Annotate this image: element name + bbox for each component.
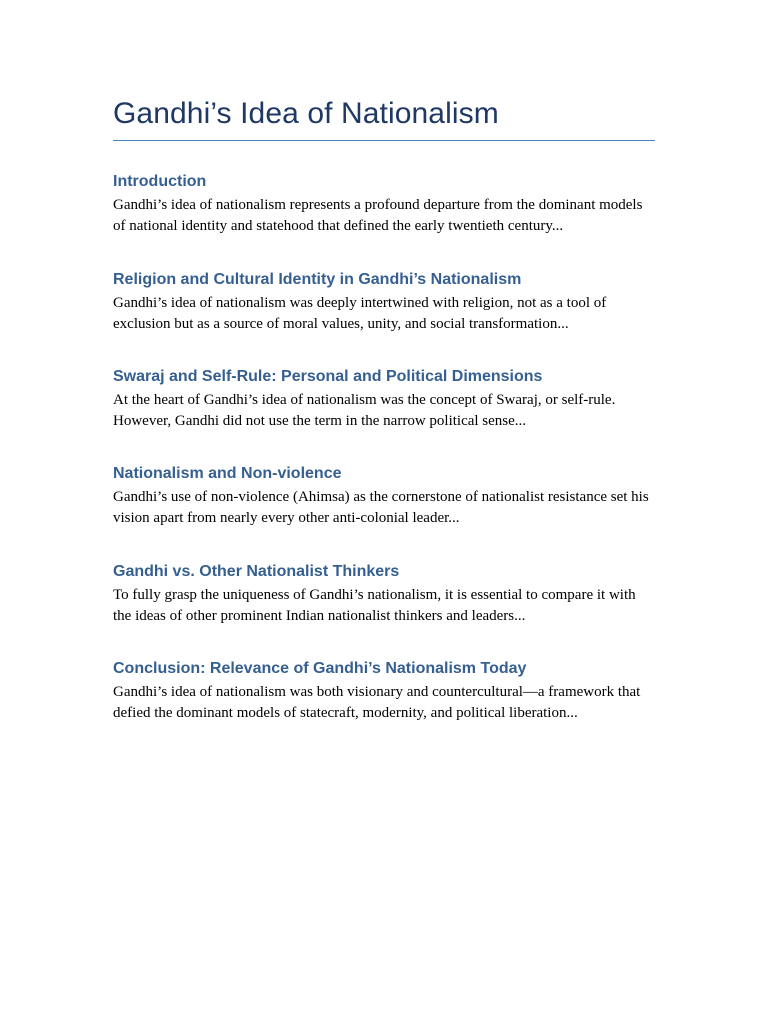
document-page <box>113 92 655 721</box>
section-nationalism-non-violence <box>113 463 655 529</box>
section-introduction <box>113 171 655 237</box>
section-heading: Swaraj and Self-Rule: Personal and Political Dimensions <box>113 368 543 385</box>
section-body: At the heart of Gandhi’s idea of nationalism was the concept of Swaraj, or self-rule. However, Gandhi did not use the term in the narrow political sense... <box>113 392 616 429</box>
section-body: Gandhi’s use of non-violence (Ahimsa) as the cornerstone of nationalist resistance set his vision apart from nearly every other anti-colonial leader... <box>113 489 649 526</box>
section-body: Gandhi’s idea of nationalism was deeply intertwined with religion, not as a tool of exclusion but as a source of moral values, unity, and social transformation... <box>113 295 607 332</box>
section-heading: Nationalism and Non-violence <box>113 465 342 482</box>
section-body: Gandhi’s idea of nationalism was both visionary and countercultural—a framework that defied the dominant models of statecraft, modernity, and political liberation... <box>113 684 641 721</box>
section-religion-cultural-identity <box>113 269 655 335</box>
section-other-thinkers <box>113 561 655 627</box>
title-divider <box>113 140 655 141</box>
section-heading: Gandhi vs. Other Nationalist Thinkers <box>113 563 400 580</box>
document-title: Gandhi’s Idea of Nationalism <box>113 97 499 130</box>
section-swaraj-self-rule <box>113 366 655 432</box>
section-heading: Conclusion: Relevance of Gandhi’s Nationalism Today <box>113 660 527 677</box>
section-conclusion <box>113 658 655 724</box>
section-body: To fully grasp the uniqueness of Gandhi’s nationalism, it is essential to compare it with the ideas of other prominent Indian nationalist thinkers and leaders... <box>113 587 636 624</box>
section-body: Gandhi’s idea of nationalism represents a profound departure from the dominant models of national identity and statehood that defined the early twentieth century... <box>113 197 643 234</box>
section-heading: Introduction <box>113 173 207 190</box>
section-heading: Religion and Cultural Identity in Gandhi’s Nationalism <box>113 271 522 288</box>
